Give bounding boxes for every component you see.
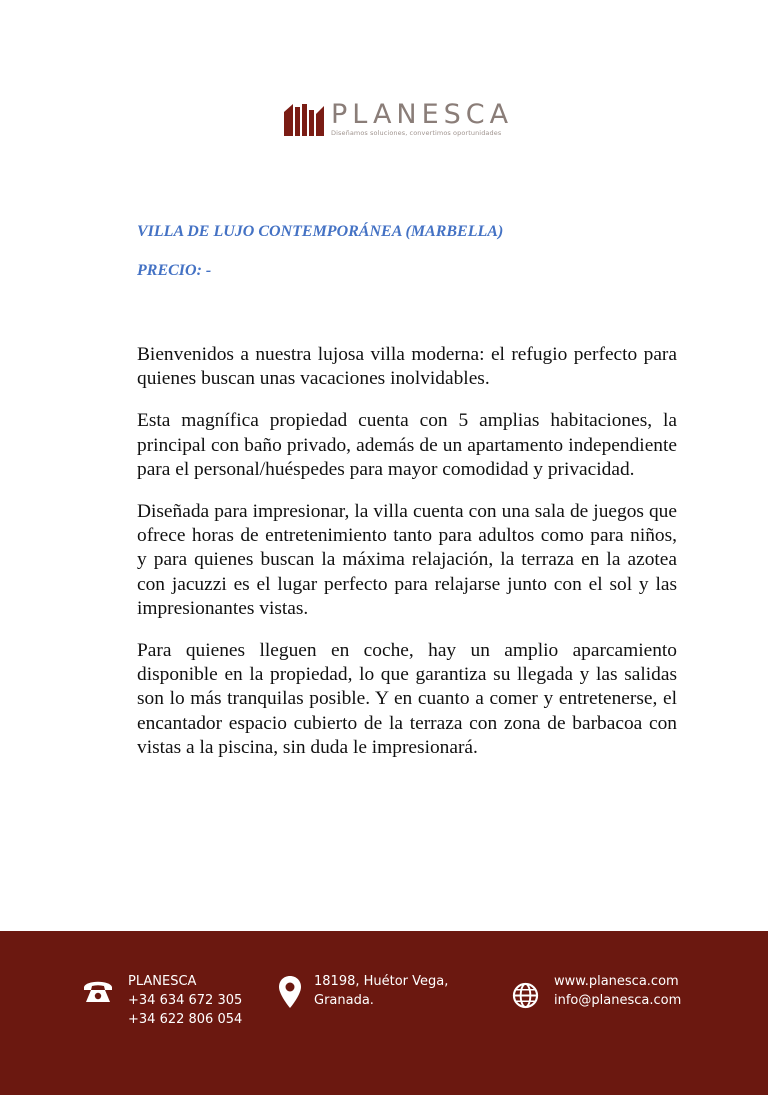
footer xyxy=(0,931,768,1095)
footer-web xyxy=(554,972,681,1010)
building-logo-icon xyxy=(284,100,324,136)
document-body xyxy=(137,343,677,778)
footer-website-link[interactable]: www.planesca.com xyxy=(554,974,679,989)
footer-phone-1[interactable]: +34 634 672 305 xyxy=(128,993,243,1008)
footer-company-name: PLANESCA xyxy=(128,974,197,989)
footer-email-link[interactable]: info@planesca.com xyxy=(554,993,682,1008)
footer-address xyxy=(314,972,448,1010)
paragraph-parking: Para quienes lleguen en coche, hay un amplio aparcamiento disponible en la propiedad, lo que garantiza su llegada y las salidas son lo más tranquilas posible. Y en cuanto a comer y entretenerse, el encantador espacio cubierto de la terraza con zona de barbacoa con vistas a la piscina, sin duda le impresionará. xyxy=(137,640,677,758)
location-pin-icon xyxy=(278,975,302,1009)
brand-tagline: Diseñamos soluciones, convertimos oportunidades xyxy=(331,129,502,137)
globe-icon xyxy=(512,982,539,1009)
paragraph-amenities: Diseñada para impresionar, la villa cuenta con una sala de juegos que ofrece horas de entretenimiento tanto para adultos como para niños, y para quienes buscan la máxima relajación, la terraza en la azotea con jacuzzi es el lugar perfecto para relajarse junto con el sol y las impresionantes vistas. xyxy=(137,501,677,619)
paragraph-rooms: Esta magnífica propiedad cuenta con 5 amplias habitaciones, la principal con baño privado, además de un apartamento independiente para el personal/huéspedes para mayor comodidad y privacidad. xyxy=(137,410,677,480)
footer-address-line-1: 18198, Huétor Vega, xyxy=(314,974,449,989)
footer-contact xyxy=(128,972,242,1029)
footer-phone-2[interactable]: +34 622 806 054 xyxy=(128,1012,243,1027)
telephone-icon xyxy=(83,978,113,1004)
price-label: PRECIO: - xyxy=(137,262,212,279)
brand-name: PLANESCA xyxy=(331,99,514,130)
paragraph-intro: Bienvenidos a nuestra lujosa villa moderna: el refugio perfecto para quienes buscan unas vacaciones inolvidables. xyxy=(137,344,677,390)
footer-address-line-2: Granada. xyxy=(314,993,374,1008)
document-title: VILLA DE LUJO CONTEMPORÁNEA (MARBELLA) xyxy=(137,223,504,240)
brand-logo xyxy=(284,100,514,140)
